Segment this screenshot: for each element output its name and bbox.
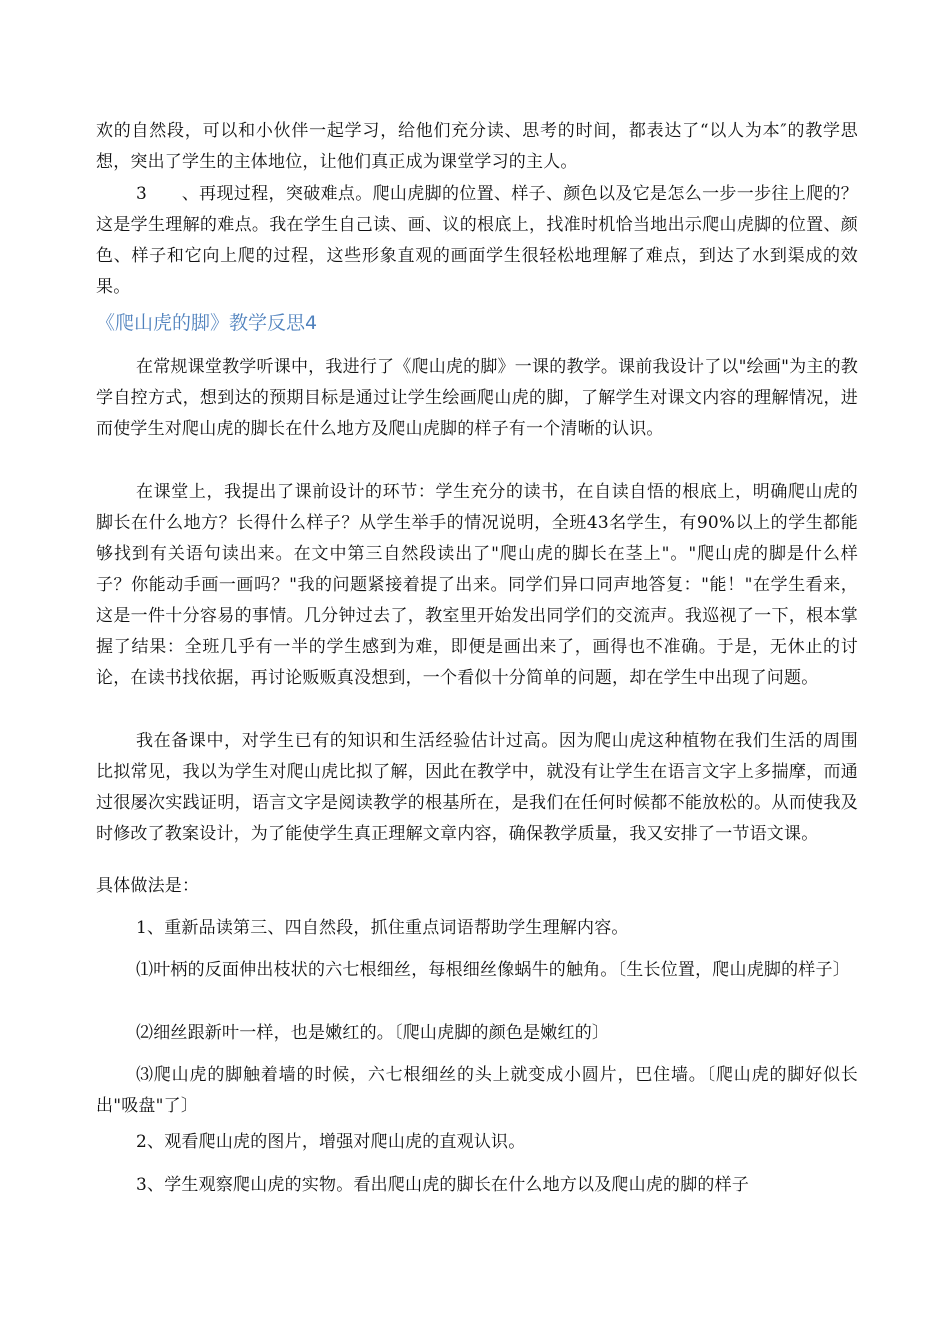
list-item-2: 2、观看爬山虎的图片，增强对爬山虎的直观认识。 (136, 1132, 526, 1152)
paragraph-continuation: 欢的自然段，可以和小伙伴一起学习，给他们充分读、思考的时间，都表达了“以人为本″的教学思想，突出了学生的主体地位，让他们真正成为课堂学习的主人。 (96, 121, 858, 172)
section-heading: 《爬山虎的脚》教学反思4 (96, 312, 318, 334)
list-subitem-2: ⑵细丝跟新叶一样，也是嫩红的。〔爬山虎脚的颜色是嫩红的〕 (136, 1023, 610, 1043)
list-subitem-3: ⑶爬山虎的脚触着墙的时候，六七根细丝的头上就变成小圆片，巴住墙。〔爬山虎的脚好似长出"吸盘"了〕 (96, 1065, 858, 1116)
list-subitem-1: ⑴叶柄的反面伸出枝状的六七根细丝，每根细丝像蜗牛的触角。〔生长位置，爬山虎脚的样子〕 (136, 960, 850, 980)
paragraph-classroom: 在课堂上，我提出了课前设计的环节：学生充分的读书，在自读自悟的根底上，明确爬山虎的脚长在什么地方？长得什么样子？从学生举手的情况说明，全班43名学生，有90%以上的学生都能够找到有关语句读出来。在文中第三自然段读出了"爬山虎的脚长在茎上"。"爬山虎的脚是什么样子？你能动手画一画吗？"我的问题紧接着提了出来。同学们异口同声地答复："能！"在学生看来，这是一件十分容易的事情。几分钟过去了，教室里开始发出同学们的交流声。我巡视了一下，根本掌握了结果：全班几乎有一半的学生感到为难，即便是画出来了，画得也不准确。于是，无休止的讨论，在读书找依据，再讨论贩贩真没想到，一个看似十分简单的问题，却在学生中出现了问题。 (96, 482, 858, 688)
list-item-3: 3、学生观察爬山虎的实物。看出爬山虎的脚长在什么地方以及爬山虎的脚的样子 (136, 1175, 750, 1195)
paragraph-reflection: 我在备课中，对学生已有的知识和生活经验估计过高。因为爬山虎这种植物在我们生活的周围比拟常见，我以为学生对爬山虎比拟了解，因此在教学中，就没有让学生在语言文字上多揣摩，而通过很屡次实践证明，语言文字是阅读教学的根基所在，是我们在任何时候都不能放松的。从而使我及时修改了教案设计，为了能使学生真正理解文章内容，确保教学质量，我又安排了一节语文课。 (96, 731, 858, 844)
paragraph-intro: 在常规课堂教学听课中，我进行了《爬山虎的脚》一课的教学。课前我设计了以"绘画"为主的教学自控方式，想到达的预期目标是通过让学生绘画爬山虎的脚，了解学生对课文内容的理解情况，进而使学生对爬山虎的脚长在什么地方及爬山虎脚的样子有一个清晰的认识。 (96, 357, 858, 439)
paragraph-method-label: 具体做法是： (96, 876, 200, 896)
paragraph-step-3: 3 、再现过程，突破难点。爬山虎脚的位置、样子、颜色以及它是怎么一步一步往上爬的？这是学生理解的难点。我在学生自己读、画、议的根底上，找准时机恰当地出示爬山虎脚的位置、颜色、样子和它向上爬的过程，这些形象直观的画面学生很轻松地理解了难点，到达了水到渠成的效果。 (96, 184, 858, 297)
list-item-1: 1、重新品读第三、四自然段，抓住重点词语帮助学生理解内容。 (136, 918, 629, 938)
